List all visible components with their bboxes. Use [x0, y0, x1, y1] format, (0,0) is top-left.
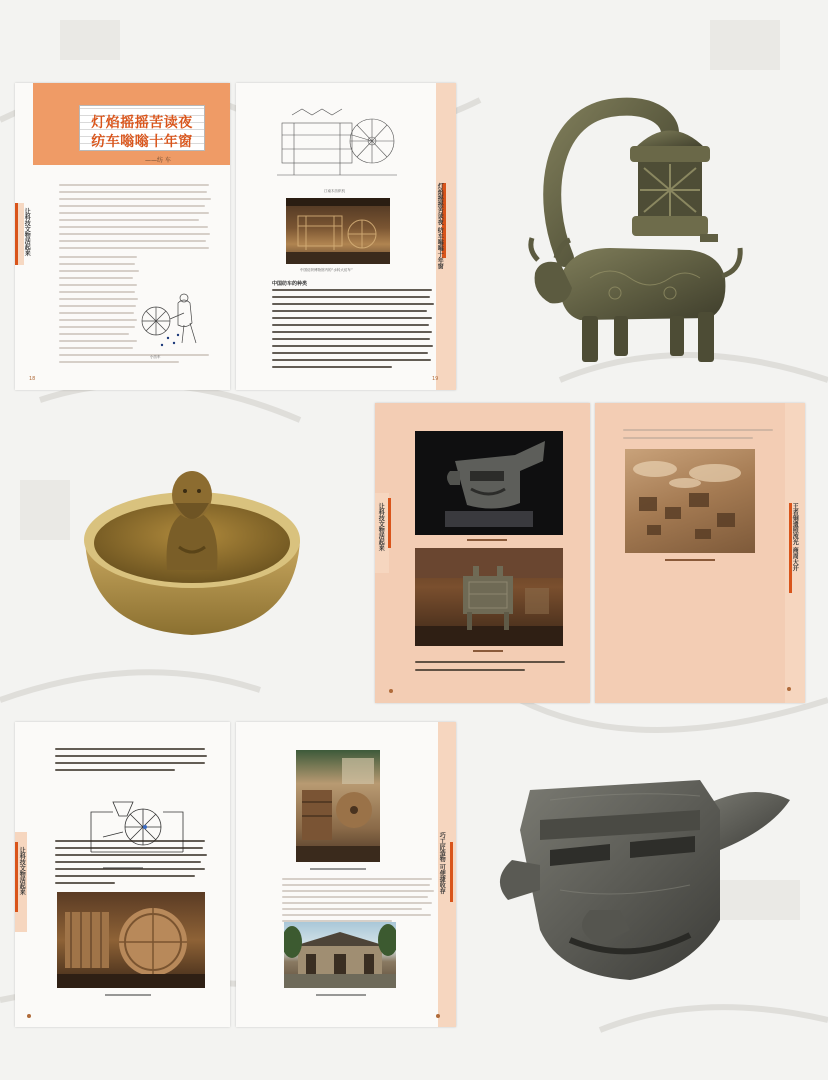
title-line-1: 灯焰摇摇苦读夜: [91, 115, 193, 131]
text-line: [59, 354, 209, 356]
text-line: [282, 908, 422, 910]
text-line: [272, 345, 433, 347]
page-number-3-left: [27, 1014, 31, 1018]
text-line: [59, 284, 137, 286]
text-line: [282, 902, 432, 904]
text-line: [282, 890, 434, 892]
text-line: [272, 324, 429, 326]
bronze-bowl-figure-image: [75, 455, 310, 645]
text-line: [55, 847, 203, 849]
text-line: [59, 212, 209, 214]
text-line: [55, 748, 205, 750]
title-subtitle: ——纺 车: [145, 157, 171, 164]
text-line: [59, 205, 205, 207]
text-line: [282, 914, 431, 916]
text-line: [282, 878, 432, 880]
text-line: [59, 298, 138, 300]
page-number-2-left: [389, 689, 393, 693]
text-line: [59, 240, 206, 242]
spine3-right-text: 巧工匠造物 可便捷收存: [438, 832, 446, 895]
winnow-caption: [105, 994, 151, 996]
section-subhead: 中国纺车的种类: [272, 281, 308, 287]
spine-left-text: 让科技文物活起来: [23, 208, 31, 256]
text-line: [272, 331, 432, 333]
dig-caption: [665, 559, 715, 561]
text-line: [59, 191, 207, 193]
bronze-ding-photo: [415, 548, 563, 646]
spine2-left-accent: [388, 498, 391, 548]
text-line: [55, 882, 115, 884]
winnowing-photo: [57, 892, 205, 988]
text-line: [59, 247, 209, 249]
text-line: [272, 289, 432, 291]
text-line: [272, 366, 392, 368]
text-line: [623, 437, 753, 439]
spread1-left-page: [15, 83, 230, 390]
spine-left-accent: [15, 203, 18, 265]
text-line: [55, 875, 195, 877]
text-line: [55, 769, 175, 771]
text-line: [59, 277, 133, 279]
text-line: [623, 429, 773, 431]
loom-drawing: [272, 105, 402, 185]
title-banner: [33, 83, 230, 165]
ding-caption: [473, 650, 503, 652]
photo-caption: 中国纺织博物馆内的“水转大纺车”: [300, 268, 353, 272]
text-line: [272, 359, 431, 361]
text-line: [282, 884, 430, 886]
text-line: [59, 319, 137, 321]
spread3-left-page: [15, 722, 230, 1027]
text-line: [272, 352, 428, 354]
text-line: [282, 896, 428, 898]
text-line: [59, 333, 129, 335]
spread1-right-page: [236, 83, 456, 390]
winnower-diagram: [83, 782, 193, 862]
text-line: [59, 256, 137, 258]
text-line: [272, 296, 430, 298]
text-line: [59, 226, 208, 228]
text-line: [272, 317, 432, 319]
text-line: [55, 861, 201, 863]
room-caption: [310, 868, 366, 870]
text-line: [272, 310, 427, 312]
text-line: [59, 270, 139, 272]
bronze-ox-lamp-image: [520, 88, 750, 378]
drawing-caption: 江南木纺织机: [324, 189, 345, 193]
machine-room-photo: [296, 750, 380, 862]
text-line: [55, 755, 207, 757]
text-line: [59, 312, 134, 314]
spine3-right-accent: [450, 842, 453, 902]
spread2-right-page: [595, 403, 805, 703]
courtyard-caption: [316, 994, 366, 996]
text-line: [59, 291, 135, 293]
text-line: [59, 263, 135, 265]
dig-site-photo: [625, 449, 755, 553]
spread2-left-page: [375, 403, 590, 703]
text-line: [272, 338, 430, 340]
mask-caption: [467, 539, 507, 541]
text-line: [59, 184, 209, 186]
text-line: [59, 326, 135, 328]
text-line: [59, 305, 136, 307]
bronze-mask-photo: [415, 431, 563, 535]
courtyard-photo: [284, 922, 396, 988]
page-number-3-right: [436, 1014, 440, 1018]
spread3-right-page: [236, 722, 456, 1027]
text-line: [55, 868, 205, 870]
text-line: [59, 340, 137, 342]
text-line: [59, 233, 210, 235]
museum-photo: [286, 198, 390, 264]
text-line: [415, 661, 565, 663]
page-number-2-right: [787, 687, 791, 691]
text-line: [55, 840, 205, 842]
spine2-left-text: 让科技文物活起来: [377, 503, 385, 551]
text-line: [55, 762, 205, 764]
text-line: [272, 303, 434, 305]
spine2-right-text: 王者铜遗照流光 商周大开: [791, 503, 799, 572]
spine-right-text: 灯焰摇摇苦读夜 纺车嗡嗡十年窗: [436, 183, 444, 270]
text-line: [59, 347, 133, 349]
sketch-caption: 小纺车: [150, 355, 161, 359]
page-number-left: 18: [29, 376, 36, 382]
text-line: [55, 854, 207, 856]
text-line: [59, 361, 179, 363]
text-line: [59, 198, 211, 200]
bronze-mask-image: [490, 770, 815, 1000]
title-line-2: 纺车嗡嗡十年窗: [91, 134, 193, 150]
title-box: [79, 105, 205, 151]
spinning-sketch: [138, 283, 208, 353]
page-number-right: 19: [432, 376, 439, 382]
text-line: [415, 669, 525, 671]
text-line: [59, 219, 199, 221]
spine3-left-text: 让科技文物活起来: [18, 847, 26, 895]
